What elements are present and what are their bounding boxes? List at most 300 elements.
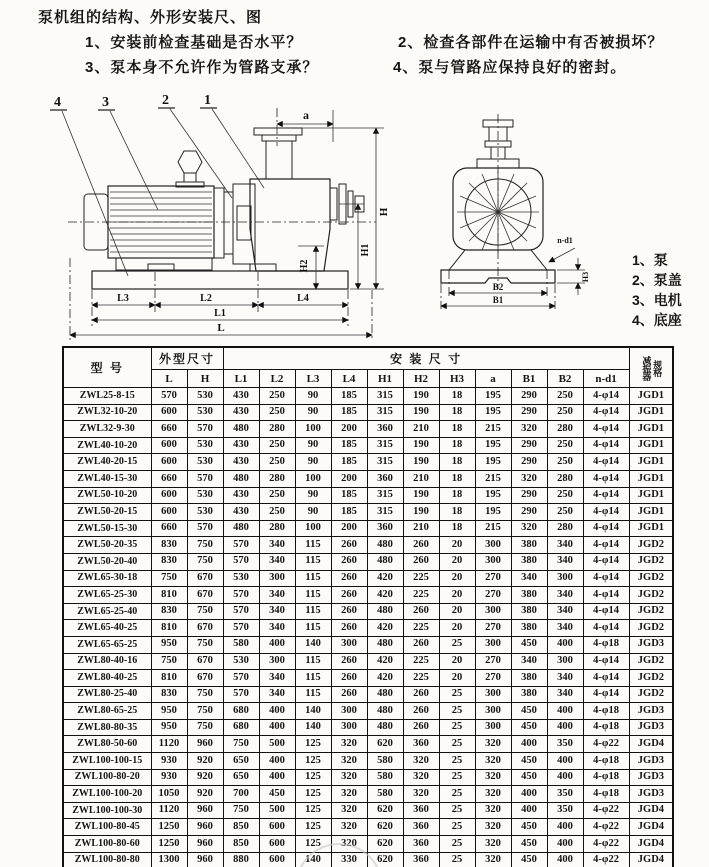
- cell-value: 125: [295, 769, 331, 786]
- cell-value: 115: [295, 603, 331, 620]
- cell-nd1: 4-φ14: [583, 520, 629, 537]
- cell-value: 380: [511, 537, 547, 554]
- cell-value: 225: [403, 653, 439, 670]
- cell-value: 18: [439, 404, 475, 421]
- note-4: 4、泵与管路应保持良好的密封。: [393, 59, 627, 76]
- cell-value: 320: [475, 852, 511, 867]
- cell-value: 330: [331, 852, 367, 867]
- cell-value: 300: [475, 553, 511, 570]
- cell-value: 250: [547, 504, 583, 521]
- cell-value: 830: [151, 537, 187, 554]
- cell-value: 350: [547, 786, 583, 803]
- cell-value: 195: [475, 504, 511, 521]
- dim-label-h2: H2: [299, 259, 310, 273]
- cell-value: 400: [259, 769, 295, 786]
- cell-value: 270: [475, 587, 511, 604]
- cell-value: 195: [475, 404, 511, 421]
- cell-value: 320: [475, 802, 511, 819]
- cell-value: 20: [439, 620, 475, 637]
- cell-value: 950: [151, 703, 187, 720]
- cell-value: 115: [295, 653, 331, 670]
- cell-value: 960: [187, 852, 223, 867]
- cell-value: 750: [151, 653, 187, 670]
- cell-damper: JGD2: [629, 553, 673, 570]
- cell-value: 270: [475, 570, 511, 587]
- cell-value: 25: [439, 819, 475, 836]
- cell-value: 600: [151, 454, 187, 471]
- cell-value: 195: [475, 487, 511, 504]
- cell-value: 600: [259, 852, 295, 867]
- cell-model: ZWL50-10-20: [63, 487, 151, 504]
- cell-value: 280: [259, 470, 295, 487]
- dim-label-b2: B2: [492, 282, 504, 292]
- cell-value: 450: [511, 719, 547, 736]
- cell-nd1: 4-φ22: [583, 836, 629, 853]
- col-header-B1: B1: [511, 370, 547, 388]
- cell-value: 315: [367, 388, 403, 405]
- cell-value: 880: [223, 852, 259, 867]
- col-header-damper: [629, 347, 673, 388]
- cell-value: 400: [259, 636, 295, 653]
- cell-value: 290: [511, 487, 547, 504]
- cell-value: 340: [511, 653, 547, 670]
- cell-value: 340: [511, 570, 547, 587]
- cell-value: 750: [187, 636, 223, 653]
- cell-model: ZWL65-25-30: [63, 587, 151, 604]
- cell-damper: JGD3: [629, 703, 673, 720]
- col-header-H3: H3: [439, 370, 475, 388]
- cell-model: ZWL100-80-60: [63, 836, 151, 853]
- cell-value: 600: [151, 487, 187, 504]
- cell-value: 530: [223, 653, 259, 670]
- cell-value: 480: [223, 421, 259, 438]
- cell-damper: JGD4: [629, 819, 673, 836]
- cell-value: 315: [367, 504, 403, 521]
- cell-value: 300: [331, 703, 367, 720]
- cell-value: 480: [367, 603, 403, 620]
- dim-label-nd1: n-d1: [557, 236, 573, 245]
- cell-value: 340: [259, 620, 295, 637]
- legend-item-pump: 1、泵: [632, 252, 668, 268]
- cell-nd1: 4-φ14: [583, 454, 629, 471]
- cell-value: 115: [295, 570, 331, 587]
- cell-value: 315: [367, 437, 403, 454]
- pump-body-shape: [250, 179, 330, 271]
- pump-side-view-figure: [40, 90, 405, 342]
- table-row: [63, 653, 673, 670]
- cell-value: 850: [223, 819, 259, 836]
- cell-value: 300: [259, 570, 295, 587]
- cell-value: 450: [511, 636, 547, 653]
- cell-value: 380: [511, 587, 547, 604]
- cell-value: 260: [331, 537, 367, 554]
- table-row: [63, 836, 673, 853]
- cell-value: 115: [295, 553, 331, 570]
- cell-value: 530: [223, 570, 259, 587]
- part-label-3: 3: [102, 95, 109, 110]
- table-row: [63, 421, 673, 438]
- cell-model: ZWL32-9-30: [63, 421, 151, 438]
- cell-value: 125: [295, 802, 331, 819]
- cell-value: 670: [187, 653, 223, 670]
- cell-value: 20: [439, 553, 475, 570]
- cell-value: 670: [187, 587, 223, 604]
- cell-nd1: 4-φ18: [583, 636, 629, 653]
- cell-value: 210: [403, 421, 439, 438]
- cell-nd1: 4-φ14: [583, 553, 629, 570]
- cell-value: 750: [187, 703, 223, 720]
- cell-model: ZWL100-80-20: [63, 769, 151, 786]
- cell-value: 250: [547, 388, 583, 405]
- cell-value: 480: [223, 470, 259, 487]
- cell-value: 90: [295, 487, 331, 504]
- cell-value: 290: [511, 504, 547, 521]
- cell-value: 380: [511, 670, 547, 687]
- cell-damper: JGD2: [629, 620, 673, 637]
- cell-value: 18: [439, 454, 475, 471]
- cell-value: 20: [439, 587, 475, 604]
- cell-value: 450: [511, 769, 547, 786]
- cell-damper: JGD1: [629, 437, 673, 454]
- cell-value: 25: [439, 736, 475, 753]
- cell-value: 360: [403, 852, 439, 867]
- cell-value: 570: [223, 686, 259, 703]
- cell-damper: JGD4: [629, 802, 673, 819]
- cell-model: ZWL80-65-25: [63, 703, 151, 720]
- cell-value: 18: [439, 487, 475, 504]
- cell-value: 480: [367, 636, 403, 653]
- cell-model: ZWL40-15-30: [63, 470, 151, 487]
- dim-label-l: L: [217, 322, 225, 334]
- cell-value: 580: [367, 786, 403, 803]
- cell-value: 280: [547, 421, 583, 438]
- cell-damper: JGD2: [629, 587, 673, 604]
- cell-value: 430: [223, 487, 259, 504]
- cell-value: 225: [403, 570, 439, 587]
- table-row: [63, 819, 673, 836]
- cell-damper: JGD3: [629, 719, 673, 736]
- legend-item-cover: 2、泵盖: [632, 272, 682, 288]
- cell-model: ZWL65-65-25: [63, 636, 151, 653]
- cell-value: 580: [367, 753, 403, 770]
- cell-value: 190: [403, 437, 439, 454]
- cell-nd1: 4-φ14: [583, 670, 629, 687]
- cell-value: 125: [295, 819, 331, 836]
- cell-value: 600: [151, 404, 187, 421]
- cell-value: 360: [403, 819, 439, 836]
- cell-value: 20: [439, 537, 475, 554]
- cell-nd1: 4-φ14: [583, 587, 629, 604]
- cell-value: 20: [439, 570, 475, 587]
- cell-value: 315: [367, 454, 403, 471]
- cell-value: 320: [475, 786, 511, 803]
- cell-value: 650: [223, 753, 259, 770]
- cell-damper: JGD4: [629, 836, 673, 853]
- cell-damper: JGD1: [629, 504, 673, 521]
- cell-value: 200: [331, 520, 367, 537]
- cell-value: 20: [439, 653, 475, 670]
- cell-value: 600: [151, 437, 187, 454]
- cell-model: ZWL100-100-30: [63, 802, 151, 819]
- cell-value: 670: [187, 570, 223, 587]
- cell-model: ZWL50-15-30: [63, 520, 151, 537]
- table-row: [63, 753, 673, 770]
- cell-model: ZWL100-80-80: [63, 852, 151, 867]
- cell-value: 950: [151, 719, 187, 736]
- cell-value: 530: [187, 437, 223, 454]
- cell-value: 660: [151, 520, 187, 537]
- cell-damper: JGD1: [629, 388, 673, 405]
- cell-value: 125: [295, 753, 331, 770]
- cell-model: ZWL65-25-40: [63, 603, 151, 620]
- cell-value: 360: [367, 520, 403, 537]
- cell-value: 25: [439, 719, 475, 736]
- cell-value: 260: [403, 636, 439, 653]
- cell-value: 400: [547, 719, 583, 736]
- cell-value: 360: [367, 421, 403, 438]
- cell-value: 450: [511, 703, 547, 720]
- cell-value: 530: [187, 504, 223, 521]
- cell-value: 115: [295, 620, 331, 637]
- cell-value: 620: [367, 836, 403, 853]
- dim-label-l2: L2: [200, 293, 212, 304]
- cell-value: 250: [547, 487, 583, 504]
- note-2: 2、检查各部件在运输中有否被损坏？: [398, 34, 664, 51]
- cell-value: 480: [223, 520, 259, 537]
- cell-value: 250: [547, 454, 583, 471]
- cell-value: 280: [259, 520, 295, 537]
- cell-value: 750: [223, 802, 259, 819]
- cell-damper: JGD1: [629, 470, 673, 487]
- cell-nd1: 4-φ14: [583, 537, 629, 554]
- table-row: [63, 487, 673, 504]
- cell-value: 140: [295, 703, 331, 720]
- cell-value: 1250: [151, 819, 187, 836]
- cell-value: 480: [367, 719, 403, 736]
- dim-label-l1: L1: [214, 308, 226, 319]
- baseplate-shape: [92, 271, 348, 289]
- cell-value: 18: [439, 504, 475, 521]
- cell-value: 260: [331, 670, 367, 687]
- cell-value: 430: [223, 437, 259, 454]
- cell-value: 580: [367, 769, 403, 786]
- cell-value: 190: [403, 454, 439, 471]
- cell-value: 260: [331, 620, 367, 637]
- col-header-L4: L4: [331, 370, 367, 388]
- table-row: [63, 736, 673, 753]
- cell-value: 290: [511, 404, 547, 421]
- cell-value: 90: [295, 437, 331, 454]
- cell-value: 480: [367, 686, 403, 703]
- cell-value: 300: [547, 570, 583, 587]
- cell-damper: JGD2: [629, 603, 673, 620]
- cell-value: 260: [331, 603, 367, 620]
- cell-value: 570: [223, 670, 259, 687]
- cell-nd1: 4-φ14: [583, 620, 629, 637]
- cell-value: 830: [151, 553, 187, 570]
- cell-value: 580: [223, 636, 259, 653]
- cell-model: ZWL100-80-45: [63, 819, 151, 836]
- cell-value: 140: [295, 719, 331, 736]
- cell-model: ZWL50-20-40: [63, 553, 151, 570]
- dim-label-h: H: [378, 207, 390, 217]
- cell-value: 320: [331, 836, 367, 853]
- cell-nd1: 4-φ18: [583, 753, 629, 770]
- cell-value: 400: [547, 703, 583, 720]
- cell-value: 400: [259, 719, 295, 736]
- cell-value: 260: [403, 686, 439, 703]
- cell-value: 400: [259, 753, 295, 770]
- cell-value: 115: [295, 686, 331, 703]
- cell-value: 225: [403, 587, 439, 604]
- cell-value: 140: [295, 852, 331, 867]
- cell-value: 320: [475, 753, 511, 770]
- cell-value: 90: [295, 454, 331, 471]
- cell-value: 530: [187, 454, 223, 471]
- cell-value: 350: [547, 736, 583, 753]
- cell-value: 25: [439, 753, 475, 770]
- cell-nd1: 4-φ14: [583, 653, 629, 670]
- cell-value: 250: [259, 487, 295, 504]
- cell-value: 570: [187, 520, 223, 537]
- cell-value: 850: [223, 836, 259, 853]
- cell-damper: JGD3: [629, 636, 673, 653]
- cell-value: 260: [331, 686, 367, 703]
- cell-value: 300: [475, 603, 511, 620]
- cell-value: 25: [439, 686, 475, 703]
- cell-value: 200: [331, 421, 367, 438]
- cell-nd1: 4-φ22: [583, 819, 629, 836]
- cell-value: 140: [295, 636, 331, 653]
- cell-value: 190: [403, 504, 439, 521]
- table-row: [63, 802, 673, 819]
- cell-value: 430: [223, 504, 259, 521]
- cell-value: 750: [223, 736, 259, 753]
- cell-model: ZWL50-20-15: [63, 504, 151, 521]
- cell-value: 185: [331, 504, 367, 521]
- damper-header-part1: 减振器: [641, 355, 652, 380]
- legend-item-motor: 3、电机: [632, 292, 682, 308]
- cell-value: 18: [439, 421, 475, 438]
- cell-value: 320: [475, 769, 511, 786]
- part-label-1: 1: [204, 93, 211, 108]
- cell-value: 500: [259, 736, 295, 753]
- cell-damper: JGD1: [629, 454, 673, 471]
- table-row: [63, 520, 673, 537]
- cell-value: 340: [547, 553, 583, 570]
- cell-model: ZWL40-20-15: [63, 454, 151, 471]
- page-title: 泵机组的结构、外形安装尺、图: [38, 9, 263, 26]
- cell-model: ZWL80-25-40: [63, 686, 151, 703]
- cell-value: 300: [259, 653, 295, 670]
- col-header-L3: L3: [295, 370, 331, 388]
- cell-value: 420: [367, 587, 403, 604]
- cell-value: 250: [547, 404, 583, 421]
- cell-nd1: 4-φ14: [583, 686, 629, 703]
- cell-value: 195: [475, 388, 511, 405]
- cell-value: 830: [151, 686, 187, 703]
- cell-value: 660: [151, 421, 187, 438]
- cell-damper: JGD1: [629, 487, 673, 504]
- cell-value: 185: [331, 454, 367, 471]
- dim-label-a: a: [303, 108, 309, 122]
- cell-value: 530: [187, 487, 223, 504]
- cell-value: 750: [151, 570, 187, 587]
- cell-value: 18: [439, 437, 475, 454]
- note-1: 1、安装前检查基础是否水平？: [85, 34, 303, 51]
- col-header-outline-dims: 外型尺寸: [151, 347, 223, 370]
- col-header-nd1: n-d1: [583, 370, 629, 388]
- cell-value: 260: [403, 703, 439, 720]
- cell-value: 380: [511, 553, 547, 570]
- cell-value: 750: [187, 537, 223, 554]
- cell-value: 100: [295, 421, 331, 438]
- cell-value: 960: [187, 736, 223, 753]
- cell-value: 930: [151, 753, 187, 770]
- col-header-model: 型 号: [63, 347, 151, 388]
- cell-damper: JGD2: [629, 670, 673, 687]
- cell-value: 320: [331, 786, 367, 803]
- cell-value: 920: [187, 786, 223, 803]
- cell-value: 320: [475, 836, 511, 853]
- cell-value: 100: [295, 520, 331, 537]
- col-header-install-dims: 安 装 尺 寸: [223, 347, 629, 370]
- cell-value: 225: [403, 620, 439, 637]
- dim-label-h1: H1: [360, 243, 371, 257]
- table-row: [63, 636, 673, 653]
- dim-label-b1: B1: [492, 295, 504, 305]
- cell-value: 320: [475, 736, 511, 753]
- cell-value: 420: [367, 620, 403, 637]
- cell-value: 260: [331, 553, 367, 570]
- cell-damper: JGD3: [629, 769, 673, 786]
- cell-value: 400: [547, 753, 583, 770]
- part-label-2: 2: [162, 93, 169, 108]
- cell-value: 620: [367, 802, 403, 819]
- cell-value: 210: [403, 520, 439, 537]
- cell-value: 420: [367, 670, 403, 687]
- cell-value: 280: [259, 421, 295, 438]
- col-header-H1: H1: [367, 370, 403, 388]
- cell-model: ZWL100-100-20: [63, 786, 151, 803]
- cell-value: 1050: [151, 786, 187, 803]
- cell-value: 270: [475, 670, 511, 687]
- cell-value: 700: [223, 786, 259, 803]
- cell-value: 360: [403, 836, 439, 853]
- cell-value: 570: [151, 388, 187, 405]
- cell-value: 350: [547, 802, 583, 819]
- dim-label-l3: L3: [117, 293, 129, 304]
- cell-model: ZWL100-100-15: [63, 753, 151, 770]
- col-header-H: H: [187, 370, 223, 388]
- dim-label-h3: H3: [581, 271, 590, 283]
- table-row: [63, 553, 673, 570]
- cell-value: 750: [187, 686, 223, 703]
- cell-value: 340: [547, 587, 583, 604]
- cell-value: 290: [511, 454, 547, 471]
- cell-value: 450: [259, 786, 295, 803]
- cell-damper: JGD2: [629, 653, 673, 670]
- cell-value: 1300: [151, 852, 187, 867]
- cell-value: 260: [403, 537, 439, 554]
- cell-value: 340: [259, 603, 295, 620]
- cell-value: 430: [223, 388, 259, 405]
- cell-value: 570: [223, 553, 259, 570]
- cell-value: 420: [367, 570, 403, 587]
- table-row: [63, 388, 673, 405]
- cell-nd1: 4-φ18: [583, 769, 629, 786]
- cell-model: ZWL80-40-16: [63, 653, 151, 670]
